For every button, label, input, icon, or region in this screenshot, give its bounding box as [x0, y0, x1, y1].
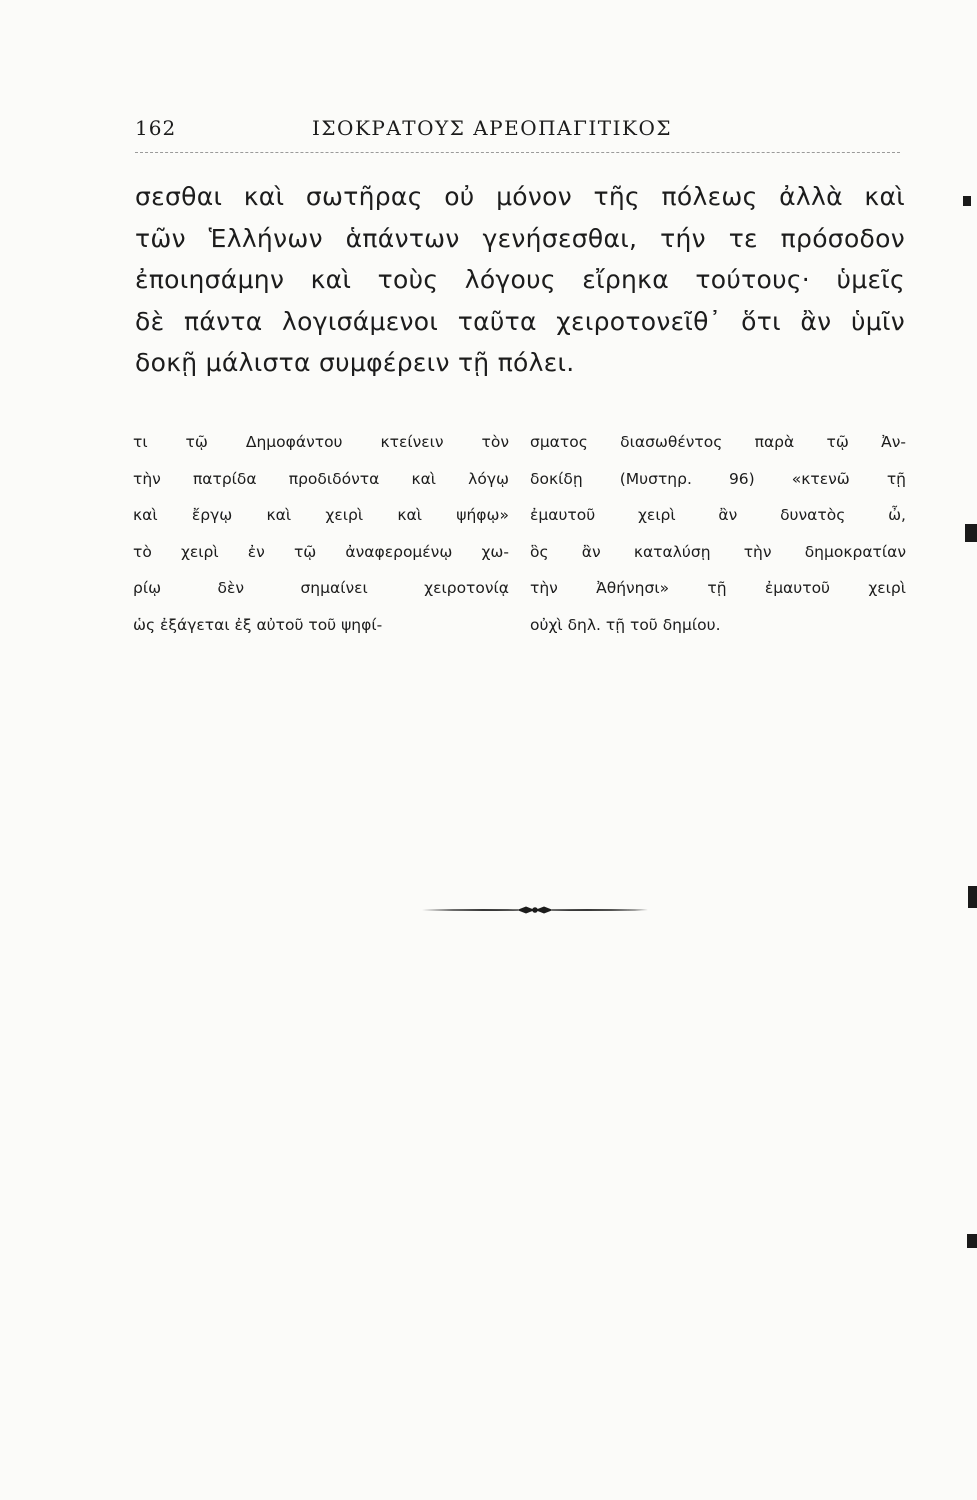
main-text-line: σεσθαι καὶ σωτῆρας οὐ μόνον τῆς πόλεως ἀλλὰ καὶ — [135, 182, 905, 211]
main-text-line: ἐποιησάμην καὶ τοὺς λόγους εἴρηκα τούτους· ὑμεῖς — [135, 265, 905, 294]
main-text-line: δοκῇ μάλιστα συμφέρειν τῇ πόλει. — [135, 348, 575, 377]
scan-edge-mark — [963, 196, 971, 206]
footnote-line: ὃς ἂν καταλύσῃ τὴν δημοκρατίαν — [530, 542, 906, 561]
footnote-line: τὸ χειρὶ ἐν τῷ ἀναφερομένῳ χω- — [133, 542, 509, 561]
running-title: ΙΣΟΚΡΑΤΟΥΣ ΑΡΕΟΠΑΓΙΤΙΚΟΣ — [312, 116, 672, 140]
header-divider — [135, 152, 900, 153]
scan-edge-mark — [965, 524, 977, 542]
footnote-line: οὐχὶ δηλ. τῇ τοῦ δημίου. — [530, 615, 721, 634]
end-ornament-icon — [420, 900, 650, 920]
footnote-line: τὴν Ἀθήνησι» τῇ ἐμαυτοῦ χειρὶ — [530, 579, 906, 597]
scan-edge-mark — [968, 886, 977, 908]
footnote-line: τὴν πατρίδα προδιδόντα καὶ λόγῳ — [133, 469, 509, 488]
footnote-right-column — [530, 424, 906, 643]
page-number: 162 — [135, 116, 177, 140]
scan-edge-mark — [967, 1234, 977, 1248]
footnote-line: ρίῳ δὲν σημαίνει χειροτονίᾳ — [133, 579, 509, 597]
footnote-line: δοκίδῃ (Μυστηρ. 96) «κτενῶ τῇ — [530, 469, 906, 488]
footnote-line: τι τῷ Δημοφάντου κτείνειν τὸν — [133, 433, 509, 451]
footnote-line: ἐμαυτοῦ χειρὶ ἂν δυνατὸς ὦ, — [530, 506, 906, 524]
main-text-line: δὲ πάντα λογισάμενοι ταῦτα χειροτονεῖθ᾽ ὅτι ἂν ὑμῖν — [135, 306, 905, 336]
footnote-line: σματος διασωθέντος παρὰ τῷ Ἀν- — [530, 433, 906, 451]
footnote-left-column — [133, 424, 509, 643]
footnote-line: ὡς ἐξάγεται ἐξ αὐτοῦ τοῦ ψηφί- — [133, 615, 383, 634]
main-text-block — [135, 176, 905, 384]
main-text-line: τῶν Ἑλλήνων ἁπάντων γενήσεσθαι, τήν τε πρόσοδον — [135, 223, 905, 253]
footnote-line: καὶ ἔργῳ καὶ χειρὶ καὶ ψήφῳ» — [133, 506, 509, 524]
